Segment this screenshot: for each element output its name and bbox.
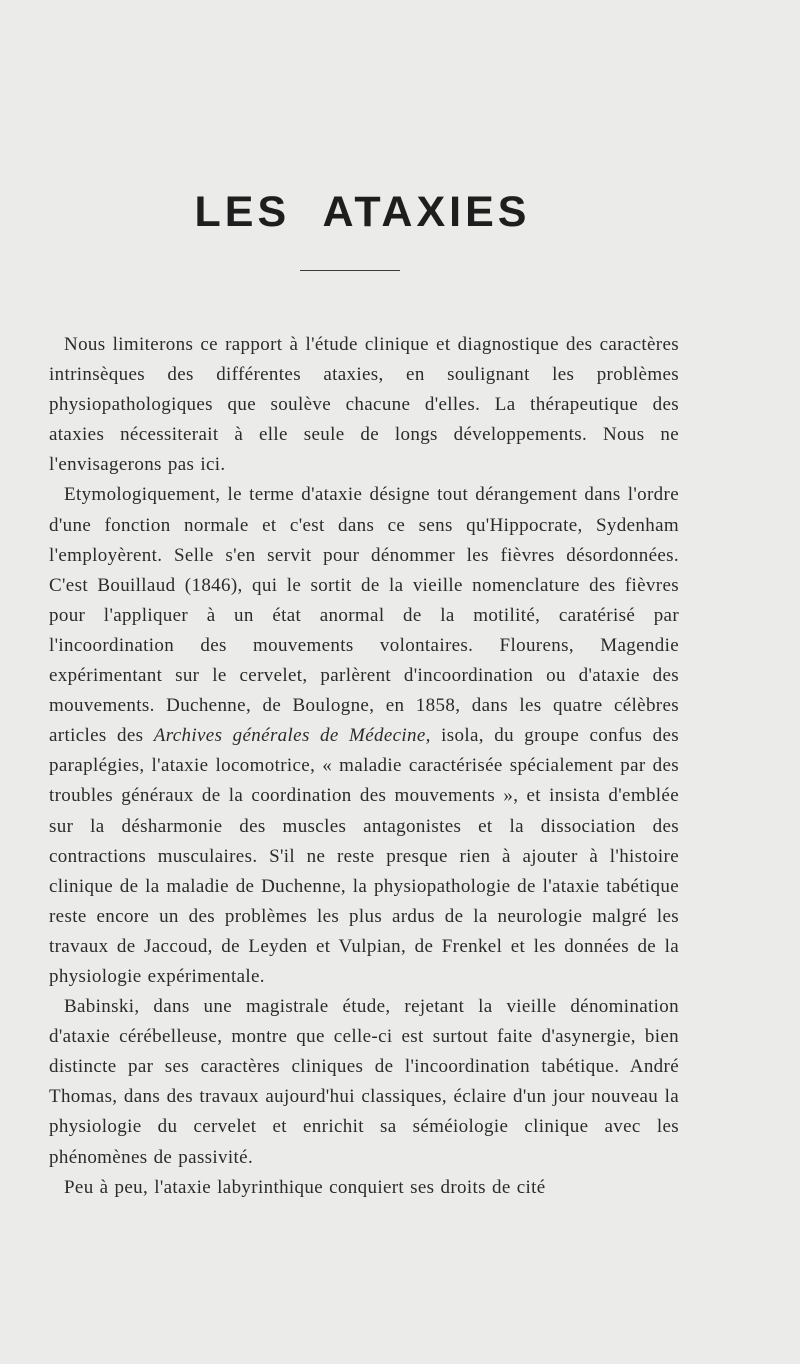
paragraph-4: Peu à peu, l'ataxie labyrinthique conquiert ses droits de cité — [64, 1176, 546, 1198]
paragraph-3: Babinski, dans une magistrale étude, rejetant la vieille dénomination d'ataxie cérébelleuse, montre que celle-ci est surtout faite d'asynergie, bien distincte par ses caractères cliniques de l'incoordination tabétique. André Thomas, dans des travaux aujourd'hui classiques, éclaire d'un jour nouveau la physiologie du cervelet et enrichit sa séméiologie clinique avec les phénomènes de passivité. — [49, 996, 679, 1168]
paragraph-2-text-after: isola, du groupe confus des paraplégies, l'ataxie locomotrice, « maladie caractérisée spécialement par des troubles généraux de la coordination des mouvements », et insista d'emblée sur la désharmonie des muscles antagonistes et la dissociation des contractions musculaires. S'il ne reste presque rien à ajouter à l'histoire clinique de la maladie de Duchenne, la physiopathologie de l'ataxie tabétique reste encore un des problèmes les plus ardus de la neurologie malgré les travaux de Jaccoud, de Leyden et Vulpian, de Frenkel et les données de la physiologie expérimentale. — [49, 725, 679, 987]
paragraph-2-text-before: Etymologiquement, le terme d'ataxie désigne tout dérangement dans l'ordre d'une fonction normale et c'est dans ce sens qu'Hippocrate, Sydenham l'employèrent. Selle s'en servit pour dénommer les fièvres désordonnées. C'est Bouillaud (1846), qui le sortit de la vieille nomenclature des fièvres pour l'appliquer à un état anormal de la motilité, caratérisé par l'incoordination des mouvements volontaires. Flourens, Magendie expérimentant sur le cervelet, parlèrent d'incoordination ou d'ataxie des mouvements. Duchenne, de Boulogne, en 1858, dans les quatre célèbres articles des — [49, 484, 679, 747]
paragraph-1: Nous limiterons ce rapport à l'étude clinique et diagnostique des caractères intrinsèques des différentes ataxies, en soulignant les problèmes physiopathologiques que soulève chacune d'elles. La thérapeutique des ataxies nécessiterait à elle seule de longs développements. Nous ne l'envisagerons pas ici. — [49, 334, 679, 476]
page-title: LES ATAXIES — [194, 188, 531, 236]
body-text — [49, 330, 679, 1203]
title-divider — [300, 270, 400, 271]
journal-title-italic: Archives générales de Médecine, — [153, 725, 431, 747]
paragraph-2 — [49, 480, 679, 992]
